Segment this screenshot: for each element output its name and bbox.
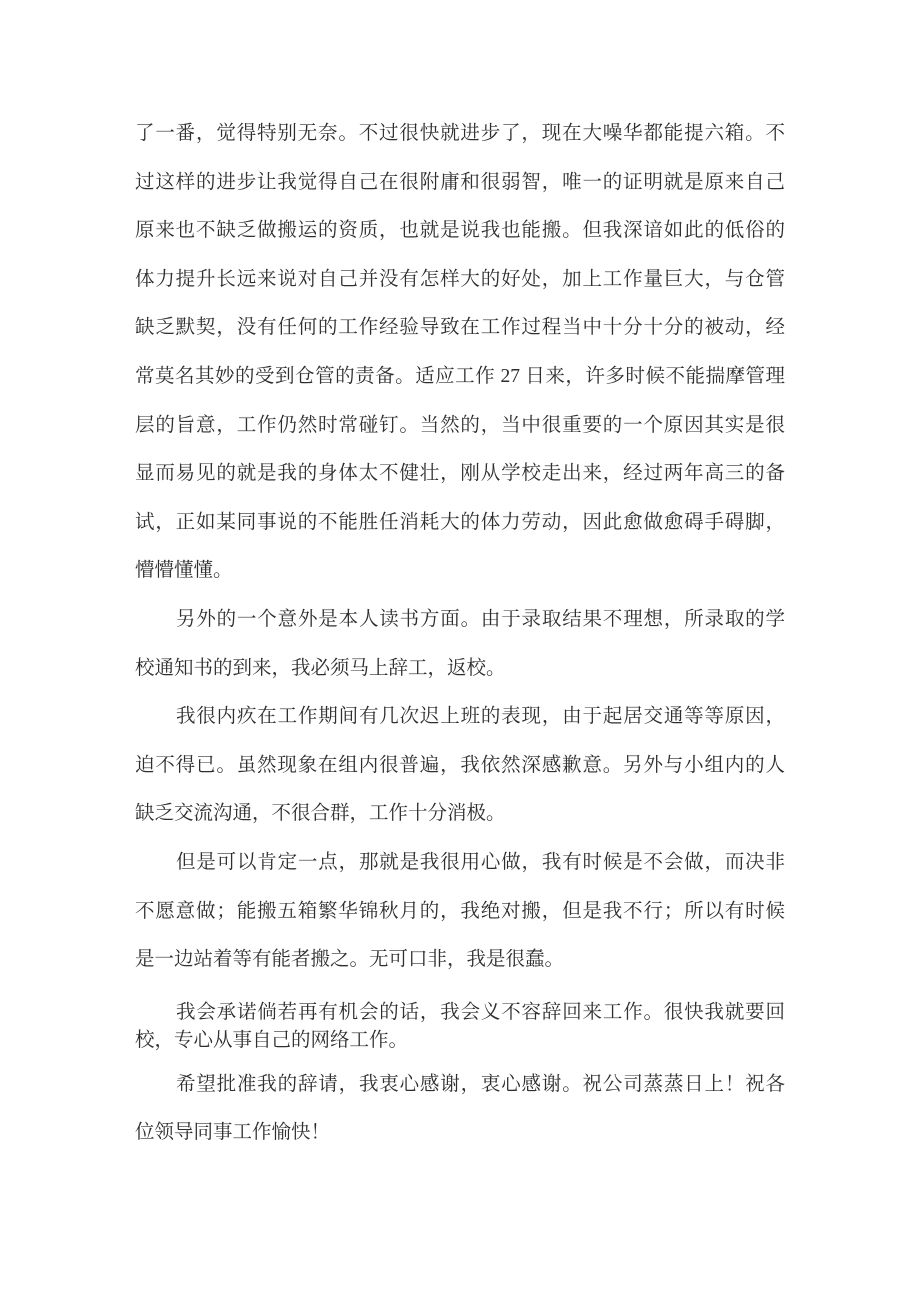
text-line: 显而易见的就是我的身体太不健壮，刚从学校走出来，经过两年高三的备 (135, 463, 785, 485)
text-line: 校，专心从事自己的网络工作。 (135, 1029, 409, 1051)
text-line: 我会承诺倘若再有机会的话，我会义不容辞回来工作。很快我就要回 (176, 1001, 785, 1023)
text-line: 不愿意做；能搬五箱繁华锦秋月的，我绝对搬，但是我不行；所以有时候 (135, 900, 785, 922)
text-line: 我很内疚在工作期间有几次迟上班的表现，由于起居交通等等原因， (176, 706, 785, 728)
text-line: 过这样的进步让我觉得自己在很附庸和很弱智，唯一的证明就是原来自己 (135, 171, 785, 193)
text-line: 常莫名其妙的受到仓管的责备。适应工作 27 日来，许多时候不能揣摩管理 (135, 365, 785, 387)
document-content (135, 110, 785, 1158)
text-line: 了一番，觉得特别无奈。不过很快就进步了，现在大噪华都能提六箱。不 (135, 123, 785, 144)
text-line: 迫不得已。虽然现象在组内很普遍，我依然深感歉意。另外与小组内的人 (135, 754, 785, 776)
text-line: 位领导同事工作愉快！ (135, 1122, 331, 1144)
paragraph-1 (135, 110, 785, 596)
paragraph-4 (135, 839, 785, 985)
paragraph-6 (135, 1061, 785, 1158)
text-line: 试，正如某同事说的不能胜任消耗大的体力劳动，因此愈做愈碍手碍脚， (135, 511, 785, 533)
text-line: 体力提升长远来说对自己并没有怎样大的好处，加上工作量巨大，与仓管 (135, 268, 785, 290)
text-line: 懵懵懂懂。 (135, 560, 233, 582)
text-line: 缺乏默契，没有任何的工作经验导致在工作过程当中十分十分的被动，经 (135, 317, 785, 339)
text-line: 希望批准我的辞请，我衷心感谢，衷心感谢。祝公司蒸蒸日上！祝各 (176, 1073, 785, 1095)
paragraph-5 (135, 999, 785, 1055)
paragraph-2 (135, 596, 785, 693)
text-line: 但是可以肯定一点，那就是我很用心做，我有时候是不会做，而决非 (176, 851, 785, 873)
text-line: 缺乏交流沟通，不很合群，工作十分消极。 (135, 803, 506, 825)
text-line: 原来也不缺乏做搬运的资质，也就是说我也能搬。但我深谙如此的低俗的 (135, 220, 785, 242)
text-line: 校通知书的到来，我必须马上辞工，返校。 (135, 657, 506, 679)
text-line: 是一边站着等有能者搬之。无可口非，我是很蠢。 (135, 949, 565, 971)
paragraph-3 (135, 693, 785, 839)
text-line: 层的旨意，工作仍然时常碰钉。当然的，当中很重要的一个原因其实是很 (135, 414, 785, 436)
text-line: 另外的一个意外是本人读书方面。由于录取结果不理想，所录取的学 (176, 608, 785, 630)
